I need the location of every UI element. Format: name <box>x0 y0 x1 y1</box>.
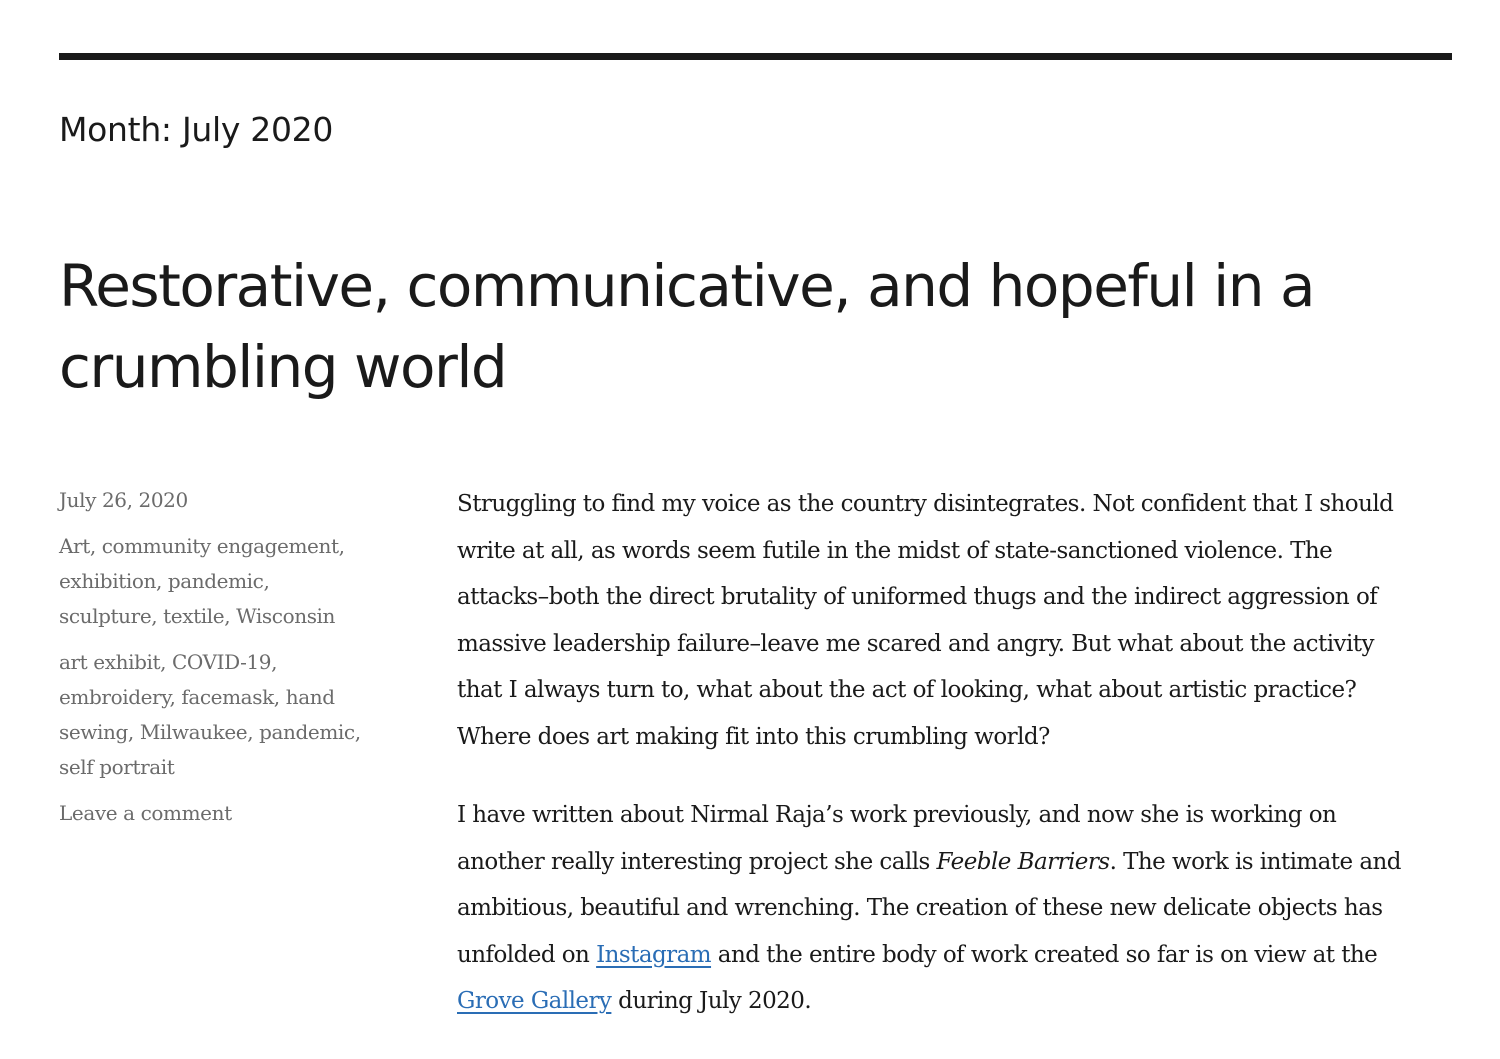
post-date-link[interactable]: July 26, 2020 <box>59 488 188 512</box>
tag-links[interactable]: self portrait <box>59 755 175 779</box>
text-line: Struggling to find my voice as the country disintegrates. Not confident that I should <box>457 491 1394 517</box>
post-title[interactable] <box>59 246 1459 408</box>
text-line: I have written about Nirmal Raja’s work previously, and now she is working on <box>457 802 1337 828</box>
text-segment: another really interesting project she calls <box>457 848 937 875</box>
text-line: ambitious, beautiful and wrenching. The creation of these new delicate objects has <box>457 895 1383 921</box>
text-line: massive leadership failure–leave me scared and angry. But what about the activity <box>457 630 1374 657</box>
text-line <box>457 978 1477 1025</box>
text-line <box>457 932 1477 979</box>
category-links[interactable]: sculpture, textile, Wisconsin <box>59 604 336 628</box>
text-line: that I always turn to, what about the act of looking, what about artistic practice? <box>457 677 1357 703</box>
text-line <box>457 839 1477 886</box>
posted-on <box>59 483 379 518</box>
project-title-italic: Feeble Barriers <box>936 848 1110 875</box>
tag-list <box>59 645 379 785</box>
entry-meta <box>59 483 379 842</box>
tag-links[interactable]: sewing, Milwaukee, pandemic, <box>59 720 361 744</box>
tag-links[interactable]: art exhibit, COVID-19, <box>59 650 278 674</box>
text-line: attacks–both the direct brutality of uniformed thugs and the indirect aggression of <box>457 584 1378 610</box>
comments-link-block <box>59 796 379 831</box>
text-segment: during July 2020. <box>611 988 812 1014</box>
text-segment: unfolded on <box>457 941 597 968</box>
text-line: Where does art making fit into this crumbling world? <box>457 723 1050 750</box>
text-segment: and the entire body of work created so far is on view at the <box>711 941 1378 968</box>
post-title-line[interactable]: crumbling world <box>59 333 507 401</box>
category-links[interactable]: exhibition, pandemic, <box>59 569 270 593</box>
text-line: write at all, as words seem futile in the midst of state-sanctioned violence. The <box>457 537 1333 564</box>
category-list <box>59 529 379 634</box>
entry-content <box>457 481 1477 1057</box>
instagram-link[interactable]: Instagram <box>596 941 712 968</box>
grove-gallery-link[interactable]: Grove Gallery <box>457 988 612 1014</box>
paragraph-2 <box>457 792 1477 1025</box>
archive-title: Month: July 2020 <box>59 110 334 149</box>
category-links[interactable]: Art, community engagement, <box>59 534 345 558</box>
leave-comment-link[interactable]: Leave a comment <box>59 801 232 825</box>
paragraph-1 <box>457 481 1477 760</box>
header-divider <box>59 53 1452 60</box>
tag-links[interactable]: embroidery, facemask, hand <box>59 685 335 709</box>
text-segment: . The work is intimate and <box>1109 848 1401 875</box>
post-title-line[interactable]: Restorative, communicative, and hopeful in a <box>59 252 1315 320</box>
